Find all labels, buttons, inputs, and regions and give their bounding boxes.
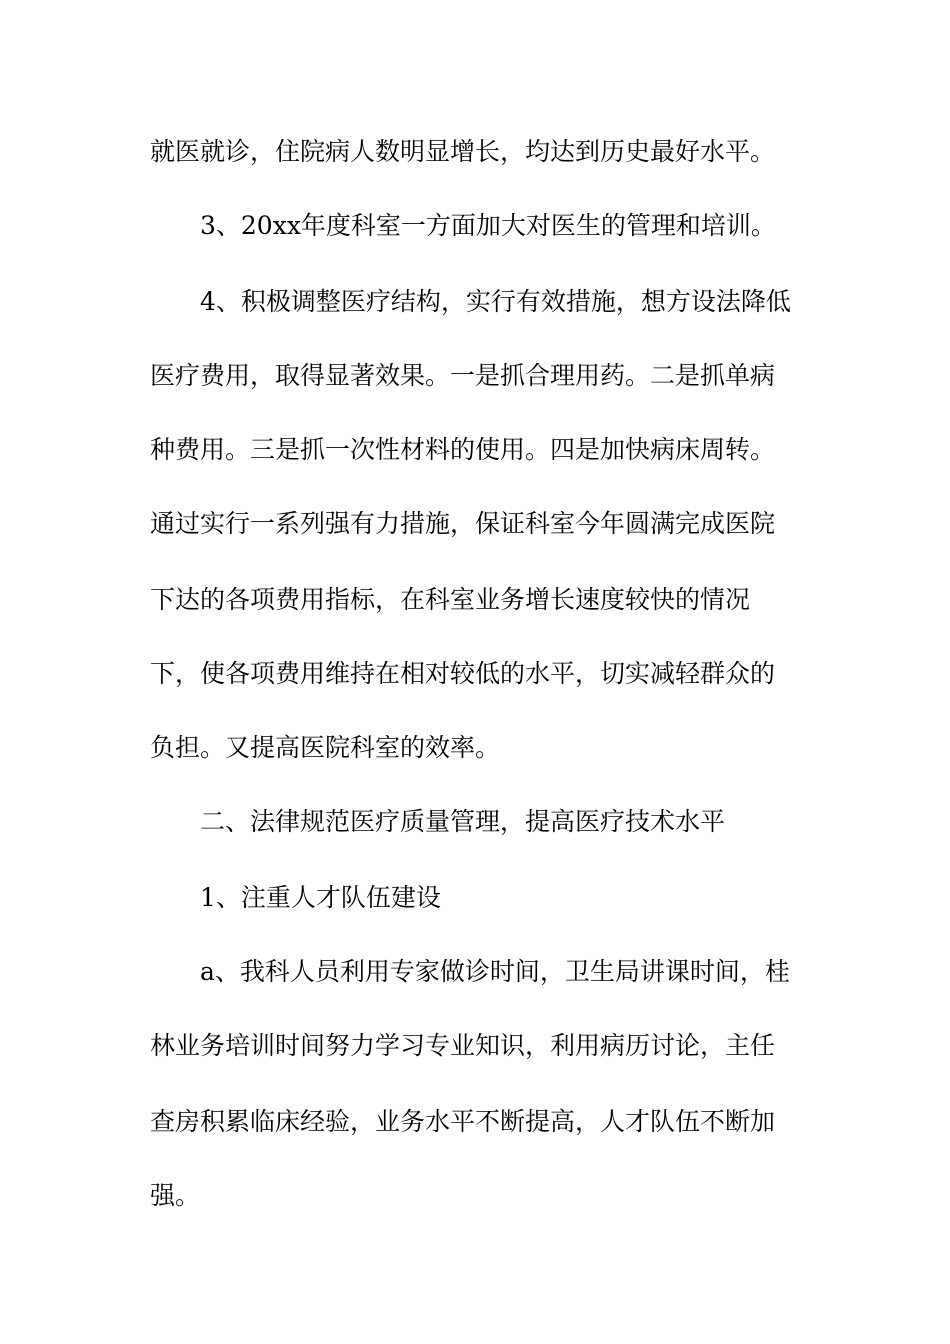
text-line-1: 就医就诊，住院病人数明显增长，均达到历史最好水平。 bbox=[150, 137, 776, 166]
text-line-8: 下，使各项费用维持在相对较低的水平，切实减轻群众的 bbox=[150, 659, 776, 688]
text-line-4: 医疗费用，取得显著效果。一是抓合理用药。二是抓单病 bbox=[150, 361, 776, 390]
text-line-9: 负担。又提高医院科室的效率。 bbox=[150, 733, 501, 762]
text-line-3: 4、积极调整医疗结构，实行有效措施，想方设法降低 bbox=[200, 287, 791, 316]
section-heading: 二、法律规范医疗质量管理，提高医疗技术水平 bbox=[200, 807, 726, 836]
text-line-6: 通过实行一系列强有力措施，保证科室今年圆满完成医院 bbox=[150, 509, 776, 538]
text-line-13: 林业务培训时间努力学习专业知识，利用病历讨论，主任 bbox=[150, 1031, 776, 1060]
text-line-2: 3、20xx年度科室一方面加大对医生的管理和培训。 bbox=[200, 211, 776, 240]
text-line-7: 下达的各项费用指标，在科室业务增长速度较快的情况 bbox=[150, 585, 751, 614]
subsection-heading: 1、注重人才队伍建设 bbox=[200, 883, 441, 912]
text-line-5: 种费用。三是抓一次性材料的使用。四是加快病床周转。 bbox=[150, 435, 776, 464]
text-line-12: a、我科人员利用专家做诊时间，卫生局讲课时间，桂 bbox=[200, 957, 790, 986]
text-line-15: 强。 bbox=[150, 1181, 201, 1210]
text-line-14: 查房积累临床经验，业务水平不断提高，人才队伍不断加 bbox=[150, 1107, 776, 1136]
